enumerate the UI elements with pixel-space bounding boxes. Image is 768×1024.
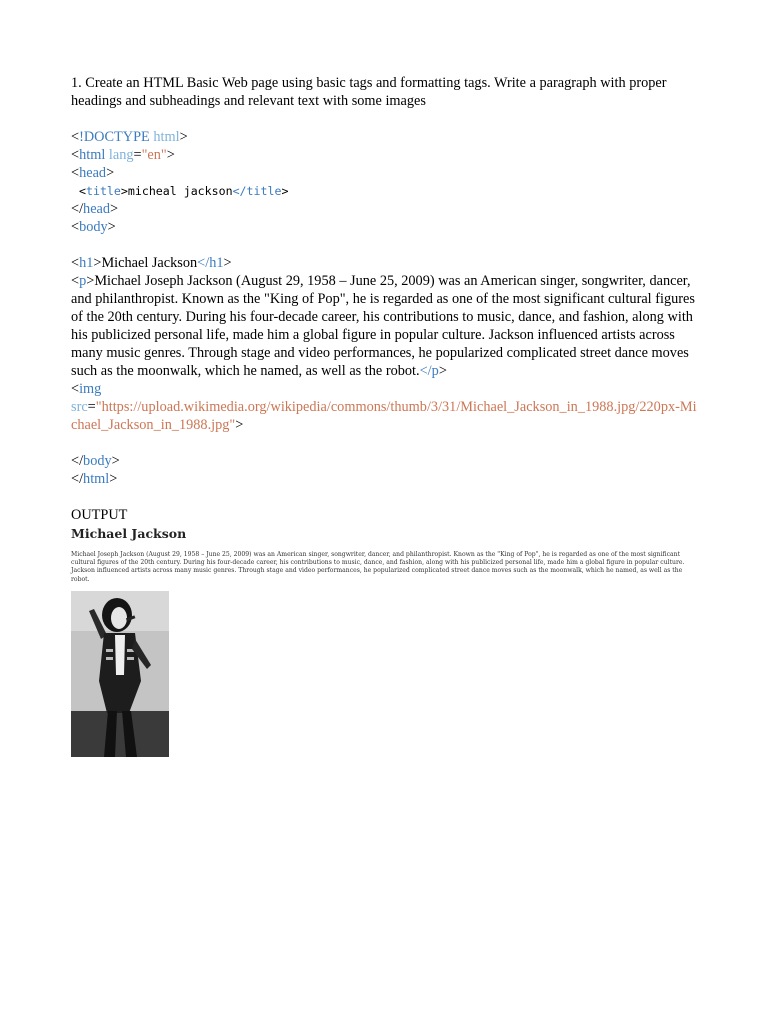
output-label: OUTPUT — [71, 507, 128, 523]
document-page — [71, 74, 701, 757]
code-line-head-close: </head> — [71, 201, 119, 217]
code-line-img-open: <img — [71, 381, 102, 397]
spacer — [71, 236, 701, 254]
code-line-paragraph: <p>Michael Joseph Jackson (August 29, 1958 – June 25, 2009) was an American singer, songwriter, dancer, and philanthropist. Known as the "King of Pop", he is regarded as one of the most significant cultural figures of the 20th century. During his four-decade career, his contributions to music, dance, and fashion, along with his publicized personal life, made him a global figure in popular culture. Jackson influenced artists across many music genres. Through stage and video performances, he popularized complicated street dance moves such as the moonwalk, which he named, as well as the robot.</p> — [71, 273, 695, 379]
code-line-html-close: </html> — [71, 471, 118, 487]
output-paragraph: Michael Joseph Jackson (August 29, 1958 – June 25, 2009) was an American singer, songwriter, dancer, and philanthropist. Known as the "King of Pop", he is regarded as one of the most significant cultural figures of the 20th century. During his four-decade career, his contributions to music, dance, and fashion, along with his publicized personal life, made him a global figure in popular culture. Jackson influenced artists across many music genres. Through stage and video performances, he popularized complicated street dance moves such as the moonwalk, which he named, as well as the robot. — [71, 551, 685, 583]
performer-photo-icon — [71, 591, 169, 757]
code-line-doctype: <!DOCTYPE html> — [71, 129, 188, 145]
question-text: 1. Create an HTML Basic Web page using basic tags and formatting tags. Write a paragraph with proper headings and subheadings and relevant text with some images — [71, 75, 667, 109]
code-line-body-close: </body> — [71, 453, 120, 469]
code-line-html-open: <html lang="en"> — [71, 147, 175, 163]
spacer — [71, 110, 701, 128]
output-heading: Michael Jackson — [71, 526, 187, 541]
code-line-head-open: <head> — [71, 165, 115, 181]
code-line-title: <title>micheal jackson</title> — [79, 184, 289, 198]
spacer — [71, 434, 701, 452]
code-line-h1: <h1>Michael Jackson</h1> — [71, 255, 232, 271]
code-line-img-src: src="https://upload.wikimedia.org/wikipedia/commons/thumb/3/31/Michael_Jackson_in_1988.jpg/220px-Michael_Jackson_in_1988.jpg"> — [71, 399, 697, 433]
performer-photo — [71, 591, 169, 757]
code-line-body-open: <body> — [71, 219, 116, 235]
